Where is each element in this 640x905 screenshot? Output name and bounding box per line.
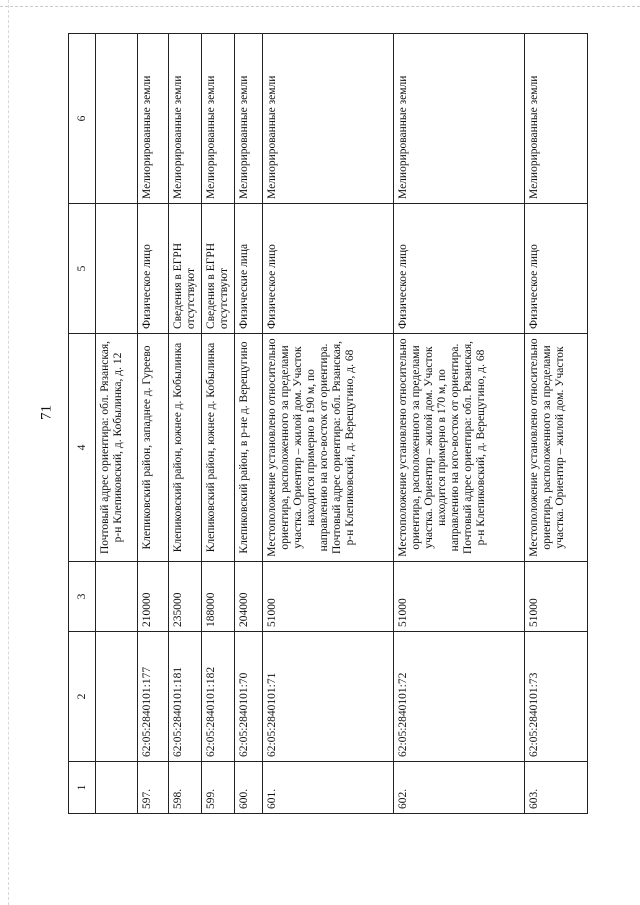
- location-text: Почтовый адрес ориентира: обл. Рязанская, р-н Клепиковский, д. Кобылинка, д. 12: [96, 334, 138, 562]
- row-number: 603.: [525, 762, 588, 814]
- header-row: [69, 34, 96, 814]
- owner-text: Физическое лицо: [138, 204, 168, 334]
- table-row: [263, 34, 394, 814]
- cadastral-number: 62:05:2840101:182: [201, 632, 234, 762]
- land-category: Мелиорированные земли: [235, 34, 263, 204]
- area-value: 204000: [235, 562, 263, 632]
- table-row: [201, 34, 234, 814]
- cadastral-number: 62:05:2840101:70: [235, 632, 263, 762]
- table-row-truncated: [525, 34, 588, 814]
- row-number: [96, 762, 138, 814]
- table-row-continued: [96, 34, 138, 814]
- page-number: 71: [38, 405, 55, 420]
- cadastral-number: [96, 632, 138, 762]
- area-value: 235000: [168, 562, 201, 632]
- row-number: 601.: [263, 762, 394, 814]
- scan-edge-left: [8, 0, 9, 905]
- cadastral-number: 62:05:2840101:177: [138, 632, 168, 762]
- header-cell: 3: [69, 562, 96, 632]
- row-number: 600.: [235, 762, 263, 814]
- location-text: Клепиковский район, южнее д. Кобылинка: [168, 334, 201, 562]
- location-text: Местоположение установлено относительно ориентира, расположенного за пределами участка. Ориентир – жилой дом. Участок: [525, 334, 588, 562]
- table-row: [138, 34, 168, 814]
- scan-edge-top: [0, 6, 640, 7]
- location-text: Клепиковский район, южнее д. Кобылинка: [201, 334, 234, 562]
- land-category: Мелиорированные земли: [525, 34, 588, 204]
- owner-text: Физическое лицо: [394, 204, 525, 334]
- owner-text: Сведения в ЕГРН отсутствуют: [201, 204, 234, 334]
- header-cell: 5: [69, 204, 96, 334]
- location-text: Местоположение установлено относительно ориентира, расположенного за пределами участка. Ориентир – жилой дом. Участок находится примерно в 190 м, по направлению на юго-восток от ориентира. Почтовый адрес ориентира: обл. Рязанская, р-н Клепиковский, д. Верещугино, д. 68: [263, 334, 394, 562]
- header-cell: 2: [69, 632, 96, 762]
- owner-text: [96, 204, 138, 334]
- header-cell: 6: [69, 34, 96, 204]
- header-cell: 4: [69, 334, 96, 562]
- location-text: Клепиковский район, в р-не д. Верещугино: [235, 334, 263, 562]
- table-row: [394, 34, 525, 814]
- cadastral-number: 62:05:2840101:71: [263, 632, 394, 762]
- area-value: 188000: [201, 562, 234, 632]
- area-value: 210000: [138, 562, 168, 632]
- area-value: 51000: [394, 562, 525, 632]
- land-category: Мелиорированные земли: [263, 34, 394, 204]
- row-number: 602.: [394, 762, 525, 814]
- table-row: [168, 34, 201, 814]
- location-text: Местоположение установлено относительно ориентира, расположенного за пределами участка. Ориентир – жилой дом. Участок находится примерно в 170 м, по направлению на юго-восток от ориентира. Почтовый адрес ориентира: обл. Рязанская, р-н Клепиковский, д. Верещугино, д. 68: [394, 334, 525, 562]
- row-number: 599.: [201, 762, 234, 814]
- row-number: 597.: [138, 762, 168, 814]
- owner-text: Физическое лицо: [525, 204, 588, 334]
- cadastral-number: 62:05:2840101:73: [525, 632, 588, 762]
- land-category: Мелиорированные земли: [168, 34, 201, 204]
- land-category: Мелиорированные земли: [138, 34, 168, 204]
- rotated-table-wrapper: [68, 34, 588, 814]
- land-category: Мелиорированные земли: [394, 34, 525, 204]
- area-value: [96, 562, 138, 632]
- row-number: 598.: [168, 762, 201, 814]
- header-cell: 1: [69, 762, 96, 814]
- land-register-table: [68, 33, 588, 814]
- table-row: [235, 34, 263, 814]
- owner-text: Сведения в ЕГРН отсутствуют: [168, 204, 201, 334]
- location-text: Клепиковский район, западнее д. Гуреево: [138, 334, 168, 562]
- cadastral-number: 62:05:2840101:181: [168, 632, 201, 762]
- area-value: 51000: [525, 562, 588, 632]
- owner-text: Физические лица: [235, 204, 263, 334]
- land-category: Мелиорированные земли: [201, 34, 234, 204]
- owner-text: Физическое лицо: [263, 204, 394, 334]
- cadastral-number: 62:05:2840101:72: [394, 632, 525, 762]
- land-category: [96, 34, 138, 204]
- area-value: 51000: [263, 562, 394, 632]
